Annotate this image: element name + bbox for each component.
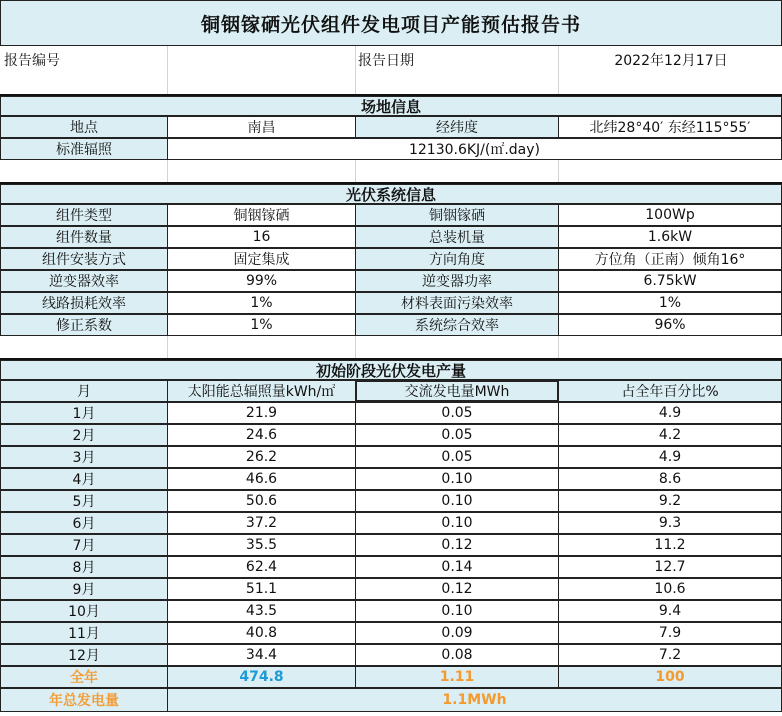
percent-value: 8.6 bbox=[558, 468, 782, 490]
system-value: 16 bbox=[167, 226, 356, 248]
month-label: 6月 bbox=[0, 512, 168, 534]
radiation-value: 40.8 bbox=[167, 622, 356, 644]
production-header-row bbox=[0, 380, 782, 402]
percent-value: 7.9 bbox=[558, 622, 782, 644]
percent-value: 12.7 bbox=[558, 556, 782, 578]
percent-value: 9.3 bbox=[558, 512, 782, 534]
radiation-value: 26.2 bbox=[167, 446, 356, 468]
report-meta-row bbox=[0, 46, 782, 74]
report-no-label: 报告编号 bbox=[4, 53, 60, 69]
irradiation-label: 标准辐照 bbox=[0, 138, 168, 160]
total-radiation: 474.8 bbox=[167, 666, 356, 688]
latlon-label: 经纬度 bbox=[355, 116, 559, 138]
total-label: 全年 bbox=[0, 666, 168, 688]
percent-value: 10.6 bbox=[558, 578, 782, 600]
system-label: 逆变器功率 bbox=[355, 270, 559, 292]
month-label: 1月 bbox=[0, 402, 168, 424]
table-row bbox=[0, 490, 782, 512]
system-label: 组件数量 bbox=[0, 226, 168, 248]
system-value: 1.6kW bbox=[558, 226, 782, 248]
table-row bbox=[0, 402, 782, 424]
table-row bbox=[0, 424, 782, 446]
system-row bbox=[0, 270, 782, 292]
system-row bbox=[0, 292, 782, 314]
radiation-value: 24.6 bbox=[167, 424, 356, 446]
system-row bbox=[0, 204, 782, 226]
table-row bbox=[0, 644, 782, 666]
system-value: 方位角（正南）倾角16° bbox=[558, 248, 782, 270]
ac-output-value: 0.12 bbox=[355, 578, 559, 600]
percent-value: 4.9 bbox=[558, 402, 782, 424]
site-row-location bbox=[0, 116, 782, 138]
system-label: 组件安装方式 bbox=[0, 248, 168, 270]
system-value: 96% bbox=[558, 314, 782, 336]
col-header-ac-output[interactable]: 交流发电量MWh bbox=[355, 380, 559, 402]
ac-output-value: 0.05 bbox=[355, 446, 559, 468]
percent-value: 4.2 bbox=[558, 424, 782, 446]
ac-output-value: 0.10 bbox=[355, 600, 559, 622]
report-date-label: 报告日期 bbox=[358, 53, 414, 69]
ac-output-value: 0.14 bbox=[355, 556, 559, 578]
ac-output-value: 0.10 bbox=[355, 490, 559, 512]
annual-value: 1.1MWh bbox=[167, 688, 782, 712]
annual-row bbox=[0, 688, 782, 712]
percent-value: 11.2 bbox=[558, 534, 782, 556]
spacer-row bbox=[0, 336, 782, 358]
system-section-title: 光伏系统信息 bbox=[0, 184, 782, 204]
system-value: 99% bbox=[167, 270, 356, 292]
system-label: 方向角度 bbox=[355, 248, 559, 270]
system-value: 固定集成 bbox=[167, 248, 356, 270]
percent-value: 9.2 bbox=[558, 490, 782, 512]
system-value: 1% bbox=[558, 292, 782, 314]
col-header-month: 月 bbox=[0, 380, 168, 402]
system-section-header bbox=[0, 182, 782, 204]
total-ac-output: 1.11 bbox=[355, 666, 559, 688]
system-row bbox=[0, 314, 782, 336]
total-percent: 100 bbox=[558, 666, 782, 688]
table-row bbox=[0, 446, 782, 468]
production-section-title: 初始阶段光伏发电产量 bbox=[0, 360, 782, 380]
month-label: 5月 bbox=[0, 490, 168, 512]
ac-output-value: 0.08 bbox=[355, 644, 559, 666]
radiation-value: 21.9 bbox=[167, 402, 356, 424]
system-row bbox=[0, 226, 782, 248]
month-label: 9月 bbox=[0, 578, 168, 600]
system-label: 组件类型 bbox=[0, 204, 168, 226]
table-row bbox=[0, 512, 782, 534]
radiation-value: 37.2 bbox=[167, 512, 356, 534]
production-section-header bbox=[0, 358, 782, 380]
system-value: 100Wp bbox=[558, 204, 782, 226]
radiation-value: 51.1 bbox=[167, 578, 356, 600]
month-label: 7月 bbox=[0, 534, 168, 556]
ac-output-value: 0.12 bbox=[355, 534, 559, 556]
spacer-row bbox=[0, 74, 782, 94]
table-row bbox=[0, 622, 782, 644]
site-section-title: 场地信息 bbox=[0, 96, 782, 116]
report-date-value: 2022年12月17日 bbox=[614, 53, 728, 69]
location-label: 地点 bbox=[0, 116, 168, 138]
page-title: 铜铟镓硒光伏组件发电项目产能预估报告书 bbox=[0, 0, 782, 46]
month-label: 4月 bbox=[0, 468, 168, 490]
system-value: 铜铟镓硒 bbox=[167, 204, 356, 226]
system-label: 线路损耗效率 bbox=[0, 292, 168, 314]
percent-value: 7.2 bbox=[558, 644, 782, 666]
total-row bbox=[0, 666, 782, 688]
ac-output-value: 0.05 bbox=[355, 424, 559, 446]
percent-value: 4.9 bbox=[558, 446, 782, 468]
percent-value: 9.4 bbox=[558, 600, 782, 622]
table-row bbox=[0, 534, 782, 556]
month-label: 10月 bbox=[0, 600, 168, 622]
radiation-value: 62.4 bbox=[167, 556, 356, 578]
radiation-value: 35.5 bbox=[167, 534, 356, 556]
table-row bbox=[0, 556, 782, 578]
month-label: 2月 bbox=[0, 424, 168, 446]
latlon-value: 北纬28°40′ 东经115°55′ bbox=[558, 116, 782, 138]
table-row bbox=[0, 578, 782, 600]
system-label: 材料表面污染效率 bbox=[355, 292, 559, 314]
table-row bbox=[0, 600, 782, 622]
col-header-percent: 占全年百分比% bbox=[558, 380, 782, 402]
radiation-value: 43.5 bbox=[167, 600, 356, 622]
col-header-radiation: 太阳能总辐照量kWh/㎡ bbox=[167, 380, 356, 402]
table-row bbox=[0, 468, 782, 490]
radiation-value: 34.4 bbox=[167, 644, 356, 666]
month-label: 12月 bbox=[0, 644, 168, 666]
site-section-header bbox=[0, 94, 782, 116]
system-value: 1% bbox=[167, 314, 356, 336]
system-row bbox=[0, 248, 782, 270]
month-label: 3月 bbox=[0, 446, 168, 468]
month-label: 8月 bbox=[0, 556, 168, 578]
ac-output-value: 0.10 bbox=[355, 468, 559, 490]
system-value: 1% bbox=[167, 292, 356, 314]
location-value: 南昌 bbox=[167, 116, 356, 138]
system-label: 系统综合效率 bbox=[355, 314, 559, 336]
system-label: 总装机量 bbox=[355, 226, 559, 248]
radiation-value: 50.6 bbox=[167, 490, 356, 512]
irradiation-value: 12130.6KJ/(㎡.day) bbox=[167, 138, 782, 160]
annual-label: 年总发电量 bbox=[0, 688, 168, 712]
system-label: 逆变器效率 bbox=[0, 270, 168, 292]
radiation-value: 46.6 bbox=[167, 468, 356, 490]
month-label: 11月 bbox=[0, 622, 168, 644]
system-label: 铜铟镓硒 bbox=[355, 204, 559, 226]
spacer-row bbox=[0, 160, 782, 182]
system-value: 6.75kW bbox=[558, 270, 782, 292]
ac-output-value: 0.05 bbox=[355, 402, 559, 424]
ac-output-value: 0.09 bbox=[355, 622, 559, 644]
ac-output-value: 0.10 bbox=[355, 512, 559, 534]
title-row bbox=[0, 0, 782, 46]
site-row-irradiation bbox=[0, 138, 782, 160]
system-label: 修正系数 bbox=[0, 314, 168, 336]
